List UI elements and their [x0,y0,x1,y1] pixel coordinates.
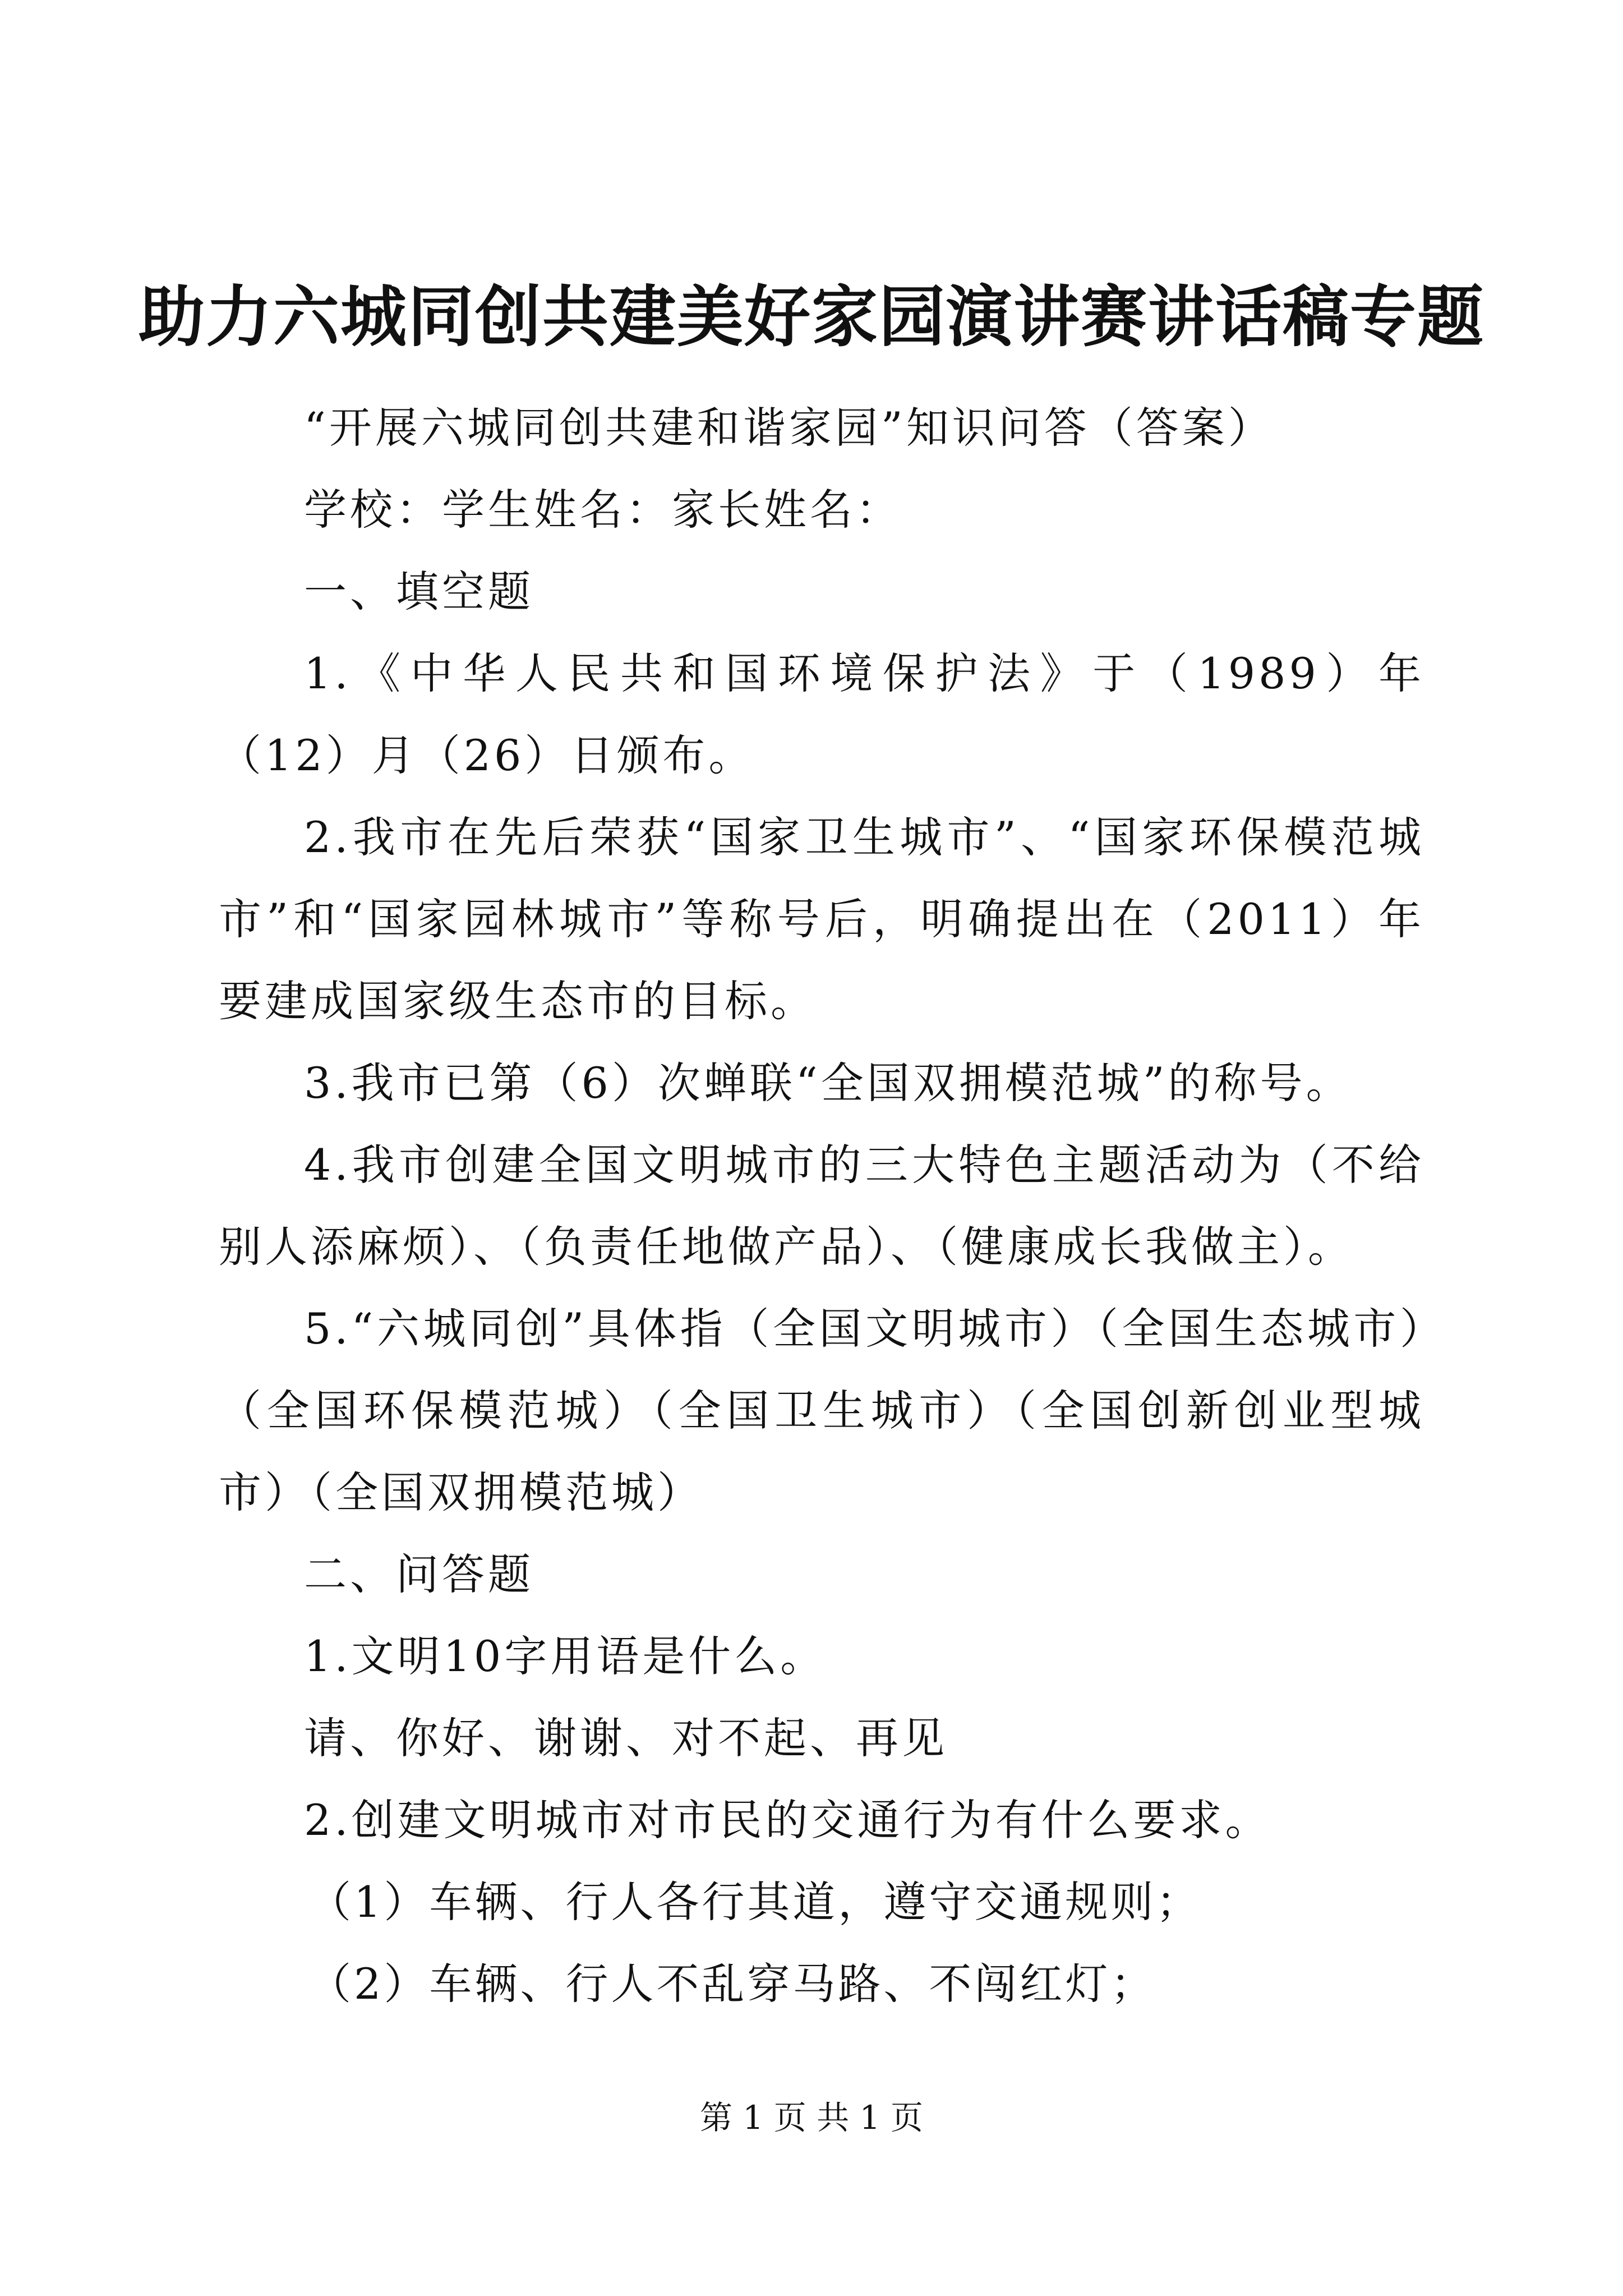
page-footer: 第 1 页 共 1 页 [700,2099,923,2137]
paragraph-question-2: 2.我市在先后荣获“国家卫生城市”、“国家环保模范城市”和“国家园林城市”等称号后，明确提出在（2011）年要建成国家级生态市的目标。 [219,812,1424,1026]
paragraph-qa-2-item-2: （2）车辆、行人不乱穿马路、不闯红灯； [308,1959,1156,2009]
paragraph-question-1: 1.《中华人民共和国环境保护法》于（1989）年（12）月（26）日颁布。 [219,648,1424,780]
document-title: 助力六城同创共建美好家园演讲赛讲话稿专题 [138,278,1484,356]
section-heading-fill-blank: 一、填空题 [304,567,534,616]
paragraph-question-5: 5.“六城同创”具体指（全国文明城市）（全国生态城市）（全国环保模范城）（全国卫生城市）（全国创新创业型城市）（全国双拥模范城） [219,1304,1424,1517]
paragraph-qa-2-item-1: （1）车辆、行人各行其道，遵守交通规则； [308,1877,1202,1927]
paragraph-qa-1: 1.文明10字用语是什么。 [304,1631,827,1681]
section-heading-qa: 二、问答题 [304,1549,534,1599]
paragraph-qa-2: 2.创建文明城市对市民的交通行为有什么要求。 [304,1795,1271,1845]
paragraph-question-4: 4.我市创建全国文明城市的三大特色主题活动为（不给别人添麻烦）、（负责任地做产品）、（健康成长我做主）。 [219,1140,1424,1272]
paragraph-question-3: 3.我市已第（6）次蝉联“全国双拥模范城”的称号。 [304,1058,1352,1108]
paragraph-quiz-heading: “开展六城同创共建和谐家园”知识问答（答案） [304,403,1274,453]
document-body [219,387,1424,2025]
paragraph-form-fields: 学校：学生姓名：家长姓名： [304,485,902,535]
paragraph-qa-1-answer: 请、你好、谢谢、对不起、再见 [304,1713,948,1763]
